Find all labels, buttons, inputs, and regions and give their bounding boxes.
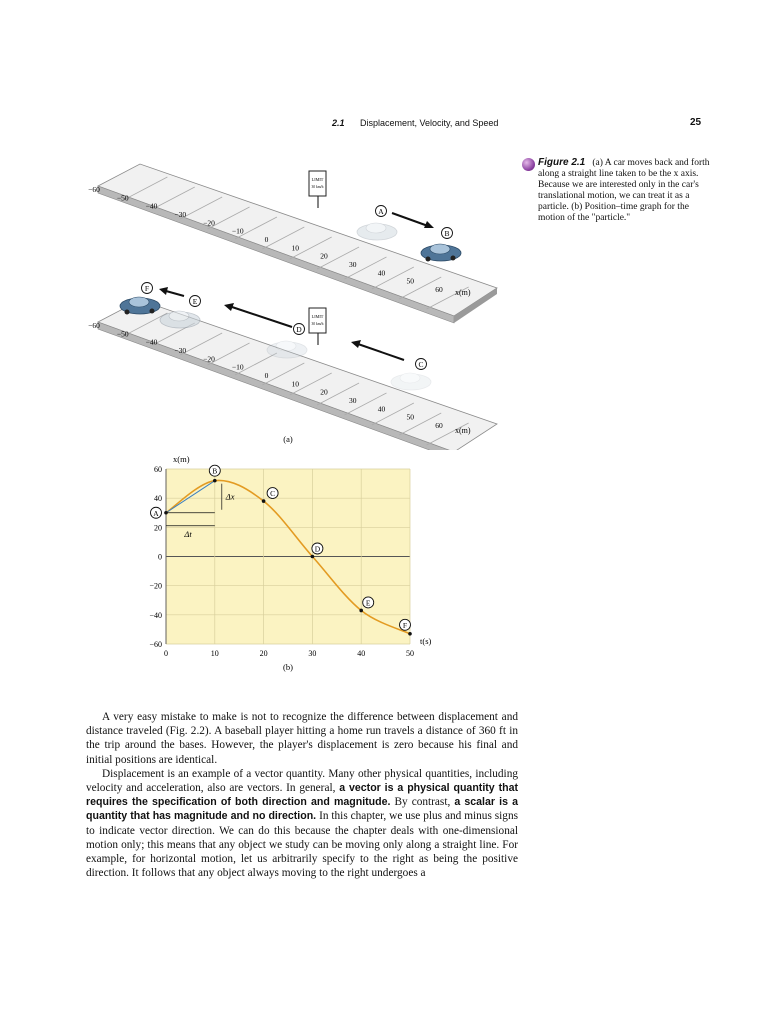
y-tick-label: −60 — [149, 640, 162, 649]
x-axis-label: t(s) — [420, 636, 432, 646]
road-tick-label: 20 — [320, 387, 328, 397]
road-tick-label: −20 — [203, 354, 215, 364]
road-tick-label: −30 — [174, 346, 187, 355]
road-tick-label: 60 — [435, 421, 443, 430]
speed-limit-sign-bottom — [309, 308, 326, 345]
road-tick-label: 50 — [406, 276, 414, 286]
data-point-f — [408, 632, 412, 636]
road-tick-label: 40 — [377, 268, 386, 278]
point-label-b: B — [212, 466, 218, 476]
road-tick-label: 60 — [435, 285, 443, 294]
x-tick-labels — [164, 649, 414, 658]
y-tick-label: −20 — [149, 581, 162, 591]
x-tick-label: 50 — [406, 649, 414, 658]
sign-line-1: LIMIT — [311, 314, 324, 319]
x-axis-label-bottom: x(m) — [455, 426, 471, 435]
data-point-e — [359, 609, 363, 613]
road-tick-label: −30 — [174, 210, 187, 219]
car-faded-a — [357, 223, 397, 240]
road-tick-label: −10 — [231, 362, 244, 372]
figure-b-position-time-graph — [0, 450, 768, 680]
x-tick-label: 10 — [210, 649, 219, 658]
data-point-c — [262, 499, 266, 503]
road-tick-label: −40 — [145, 337, 158, 347]
x-tick-label: 40 — [357, 649, 366, 658]
vector-definition: a vector is a physical quantity that requires the specification of both direction and magnitude. — [86, 782, 518, 809]
sign-line-1: LIMIT — [311, 177, 324, 182]
road-tick-label: 10 — [291, 379, 299, 389]
y-tick-label: 40 — [154, 494, 162, 504]
y-tick-label: −40 — [149, 610, 162, 620]
point-label-a: A — [153, 508, 159, 518]
body-text — [86, 710, 518, 880]
y-axis-label: x(m) — [173, 454, 190, 464]
road-tick-label: −20 — [203, 218, 215, 228]
y-tick-label: 60 — [154, 465, 162, 474]
sign-line-2: 30 km/h — [311, 322, 324, 326]
x-tick-label: 30 — [308, 649, 317, 658]
section-title: Displacement, Velocity, and Speed — [360, 118, 499, 128]
car-b — [421, 244, 461, 262]
y-tick-label: 0 — [158, 552, 162, 562]
point-b-label — [442, 228, 453, 239]
figure-b-sublabel: (b) — [283, 662, 293, 672]
arrow-c-to-d — [351, 340, 404, 360]
data-point-d — [311, 555, 315, 559]
point-label-d: D — [314, 544, 321, 554]
point-label-f: F — [402, 620, 408, 630]
point-label-e: E — [365, 598, 371, 608]
figure-bullet-icon — [522, 158, 535, 171]
figure-a-road-diagram — [0, 0, 768, 450]
road-tick-label: −60 — [88, 185, 100, 194]
car-f — [120, 297, 160, 315]
paragraph-2: Displacement is an example of a vector quantity. Many other physical quantities, including velocity and acceleration, also are vectors. In general, a vector is a physical quantity that requires the specification of both direction and magnitude. By contrast, a scalar is a quantity that has magnitude and no direction. In this chapter, we use plus and minus signs to indicate vector direction. We can do this because the chapter deals with one-dimensional motion only; this means that any object we study can be moving only along a straight line. For example, for horizontal motion, let us arbitrarily specify to the right as being the positive direction. It follows that any object always moving to the right undergoes a — [86, 767, 519, 880]
data-point-a — [164, 511, 168, 515]
data-point-b — [213, 479, 217, 483]
svg-text:B: B — [444, 229, 450, 238]
point-f-label — [142, 283, 153, 294]
section-number: 2.1 — [332, 118, 345, 128]
road-tick-label: 0 — [264, 235, 269, 244]
scalar-definition: a scalar is a quantity that has magnitude and no direction. — [86, 796, 518, 823]
road-tick-label: −50 — [116, 329, 129, 339]
arrow-a-to-b — [392, 213, 434, 228]
arrow-e-to-f — [159, 287, 184, 296]
point-label-c: C — [270, 489, 276, 499]
sign-line-2: 30 km/h — [311, 185, 324, 189]
y-tick-labels — [149, 465, 162, 649]
road-tick-label: 50 — [406, 412, 414, 422]
svg-text:E: E — [192, 297, 198, 306]
point-e-label — [190, 296, 201, 307]
x-axis-label-top: x(m) — [455, 288, 471, 297]
figure-caption — [538, 157, 714, 224]
x-tick-label: 20 — [259, 649, 268, 658]
delta-t-label: Δt — [184, 528, 192, 539]
road-tick-label: −60 — [88, 321, 100, 330]
figure-a-sublabel: (a) — [283, 434, 293, 444]
y-tick-label: 20 — [154, 523, 162, 533]
road-tick-label: 0 — [264, 371, 269, 380]
point-d-label — [294, 324, 305, 335]
road-tick-label: 10 — [291, 243, 299, 253]
arrow-d-to-e — [224, 303, 292, 327]
svg-text:C: C — [418, 360, 424, 369]
figure-label: Figure 2.1 — [538, 157, 586, 168]
road-tick-label: −50 — [116, 193, 129, 203]
point-a-label — [376, 206, 387, 217]
speed-limit-sign-top — [309, 171, 326, 208]
paragraph-1: A very easy mistake to make is not to recognize the difference between displacement and distance traveled (Fig. 2.2). A baseball player hitting a home run travels a distance of 360 ft in the trip around the bases. However, the player's displacement is zero because his final and initial positions are identical. — [86, 711, 518, 766]
caption-text: (a) A car moves back and forth along a straight line taken to be the x axis. Because we are interested only in the car's translational motion, we can treat it as a particle. (b) Position–time graph for the motion of the "particle." — [538, 158, 710, 223]
car-faded-c — [391, 373, 431, 390]
delta-x-label: Δx — [225, 491, 235, 502]
point-c-label — [416, 359, 427, 370]
x-tick-label: 0 — [164, 649, 168, 658]
road-tick-label: −10 — [231, 226, 244, 236]
car-faded-d — [267, 341, 307, 358]
svg-text:D: D — [296, 325, 302, 334]
svg-text:F: F — [144, 284, 150, 293]
road-tick-label: 20 — [320, 251, 328, 261]
road-tick-label: 30 — [349, 396, 357, 405]
svg-text:A: A — [378, 207, 384, 216]
road-tick-label: −40 — [145, 201, 158, 211]
page-number: 25 — [690, 117, 702, 128]
road-tick-label: 40 — [377, 404, 386, 414]
road-tick-label: 30 — [349, 260, 357, 269]
